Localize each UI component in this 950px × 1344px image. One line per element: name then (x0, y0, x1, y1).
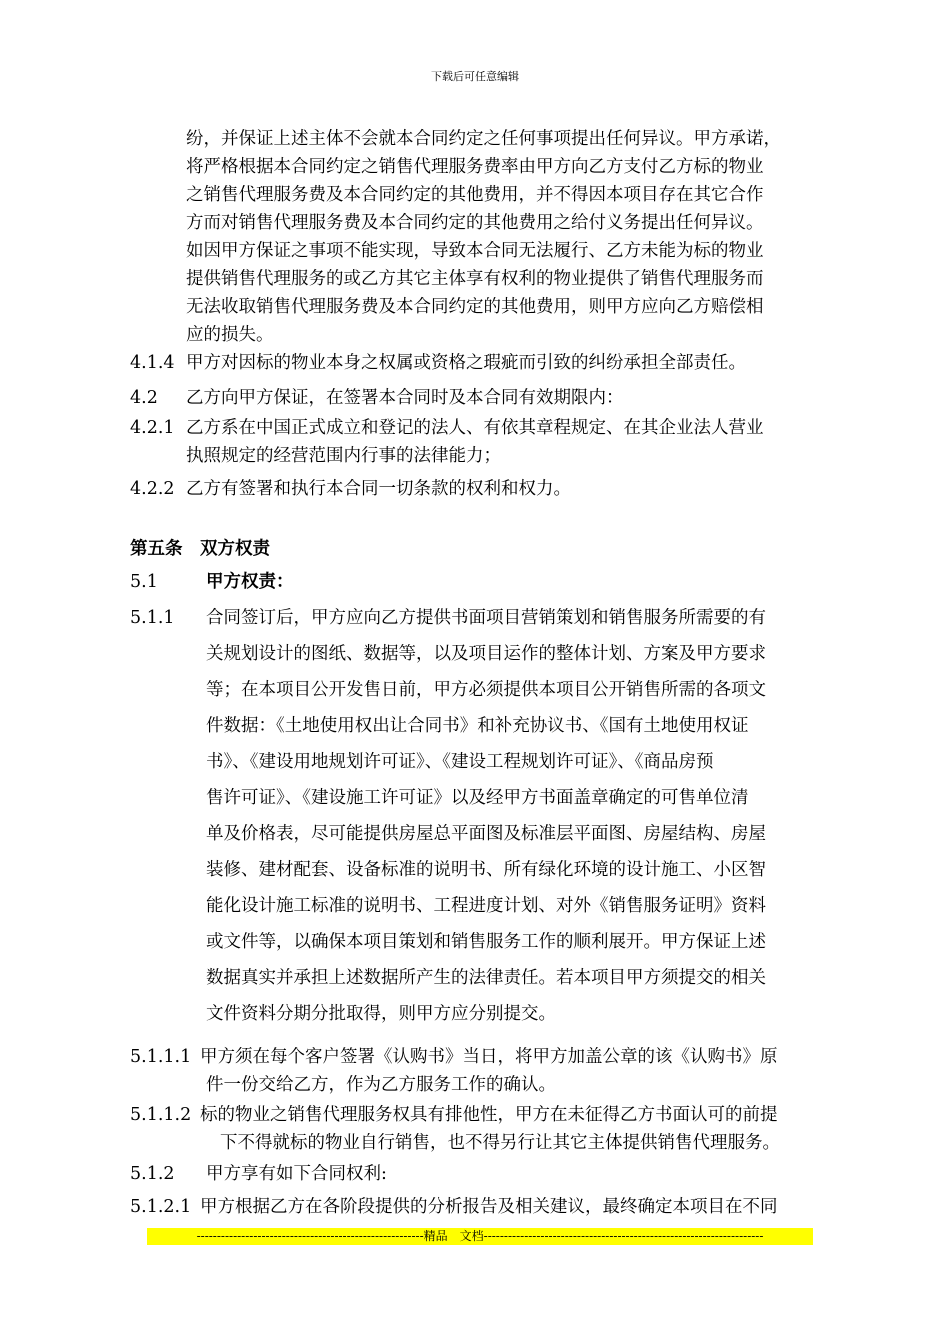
text-line: 提供销售代理服务的或乙方其它主体享有权利的物业提供了销售代理服务而 (186, 269, 764, 289)
text-line: 如因甲方保证之事项不能实现，导致本合同无法履行、乙方未能为标的物业 (186, 241, 764, 261)
clause-number: 5.1.2.1 (130, 1197, 192, 1217)
clause-text: 乙方系在中国正式成立和登记的法人、有依其章程规定、在其企业法人营业 (186, 418, 764, 438)
clause-text: 装修、建材配套、设备标准的说明书、所有绿化环境的设计施工、小区智 (206, 860, 766, 880)
clause-text: 乙方向甲方保证，在签署本合同时及本合同有效期限内： (186, 388, 624, 408)
text-line: 应的损失。 (186, 325, 274, 345)
clause-5-1-1-1 (130, 1043, 850, 1099)
clause-text: 能化设计施工标准的说明书、工程进度计划、对外《销售服务证明》资料 (206, 896, 766, 916)
clause-text: 等；在本项目公开发售日前，甲方必须提供本项目公开销售所需的各项文 (206, 680, 766, 700)
clause-5-1-1 (130, 600, 850, 1032)
clause-text: 售许可证》、《建设施工许可证》以及经甲方书面盖章确定的可售单位清 (206, 788, 749, 808)
clause-text: 甲方须在每个客户签署《认购书》当日，将甲方加盖公章的该《认购书》原 (200, 1047, 778, 1067)
clause-text: 文件资料分期分批取得，则甲方应分别提交。 (206, 1004, 556, 1024)
page-header: 下载后可任意编辑 (431, 70, 519, 83)
clause-4-2 (130, 384, 850, 412)
clause-text: 数据真实并承担上述数据所产生的法律责任。若本项目甲方须提交的相关 (206, 968, 766, 988)
clause-text: 合同签订后，甲方应向乙方提供书面项目营销策划和销售服务所需要的有 (206, 608, 766, 628)
clause-number: 5.1 (130, 572, 158, 592)
clause-text: 或文件等，以确保本项目策划和销售服务工作的顺利展开。甲方保证上述 (206, 932, 766, 952)
clause-text: 乙方有签署和执行本合同一切条款的权利和权力。 (186, 479, 571, 499)
text-line: 方而对销售代理服务费及本合同约定的其他费用之给付义务提出任何异议。 (186, 213, 764, 233)
clause-5-1-1-2 (130, 1101, 850, 1157)
clause-number: 5.1.2 (130, 1164, 175, 1184)
clause-title: 甲方权责： (206, 572, 294, 592)
clause-number: 5.1.1 (130, 608, 175, 628)
paragraph-continuation (186, 125, 781, 349)
article-heading: 第五条 双方权责 (130, 539, 270, 559)
clause-number: 5.1.1.1 (130, 1047, 192, 1067)
clause-4-2-2 (130, 475, 850, 503)
clause-text: 标的物业之销售代理服务权具有排他性，甲方在未征得乙方书面认可的前提 (200, 1105, 778, 1125)
clause-text: 件一份交给乙方，作为乙方服务工作的确认。 (206, 1075, 556, 1095)
clause-number: 4.2.1 (130, 418, 175, 438)
clause-number: 4.2 (130, 388, 158, 408)
text-line: 纷，并保证上述主体不会就本合同约定之任何事项提出任何异议。甲方承诺， (186, 129, 781, 149)
clause-text: 甲方对因标的物业本身之权属或资格之瑕疵而引致的纠纷承担全部责任。 (186, 353, 746, 373)
clause-4-2-1 (130, 414, 850, 470)
clause-text: 关规划设计的图纸、数据等，以及项目运作的整体计划、方案及甲方要求 (206, 644, 766, 664)
clause-text: 书》、《建设用地规划许可证》、《建设工程规划许可证》、《商品房预 (206, 752, 714, 772)
clause-4-1-4 (130, 349, 850, 377)
clause-text: 单及价格表，尽可能提供房屋总平面图及标准层平面图、房屋结构、房屋 (206, 824, 766, 844)
clause-text: 甲方根据乙方在各阶段提供的分析报告及相关建议，最终确定本项目在不同 (200, 1197, 778, 1217)
text-line: 之销售代理服务费及本合同约定的其他费用，并不得因本项目存在其它合作 (186, 185, 764, 205)
page-footer: --------------------------------------------------------精品 文档--------------------------------------------------------------------- (147, 1228, 813, 1245)
clause-number: 4.1.4 (130, 353, 175, 373)
clause-5-1 (130, 568, 850, 596)
text-line: 无法收取销售代理服务费及本合同约定的其他费用，则甲方应向乙方赔偿相 (186, 297, 764, 317)
clause-text: 甲方享有如下合同权利: (206, 1164, 387, 1184)
clause-text: 件数据：《土地使用权出让合同书》和补充协议书、《国有土地使用权证 (206, 716, 749, 736)
clause-text: 执照规定的经营范围内行事的法律能力； (186, 446, 501, 466)
clause-5-1-2 (130, 1160, 850, 1188)
text-line: 将严格根据本合同约定之销售代理服务费率由甲方向乙方支付乙方标的物业 (186, 157, 764, 177)
clause-number: 4.2.2 (130, 479, 175, 499)
clause-number: 5.1.1.2 (130, 1105, 192, 1125)
clause-5-1-2-1 (130, 1193, 850, 1221)
clause-text: 下不得就标的物业自行销售，也不得另行让其它主体提供销售代理服务。 (220, 1133, 780, 1153)
